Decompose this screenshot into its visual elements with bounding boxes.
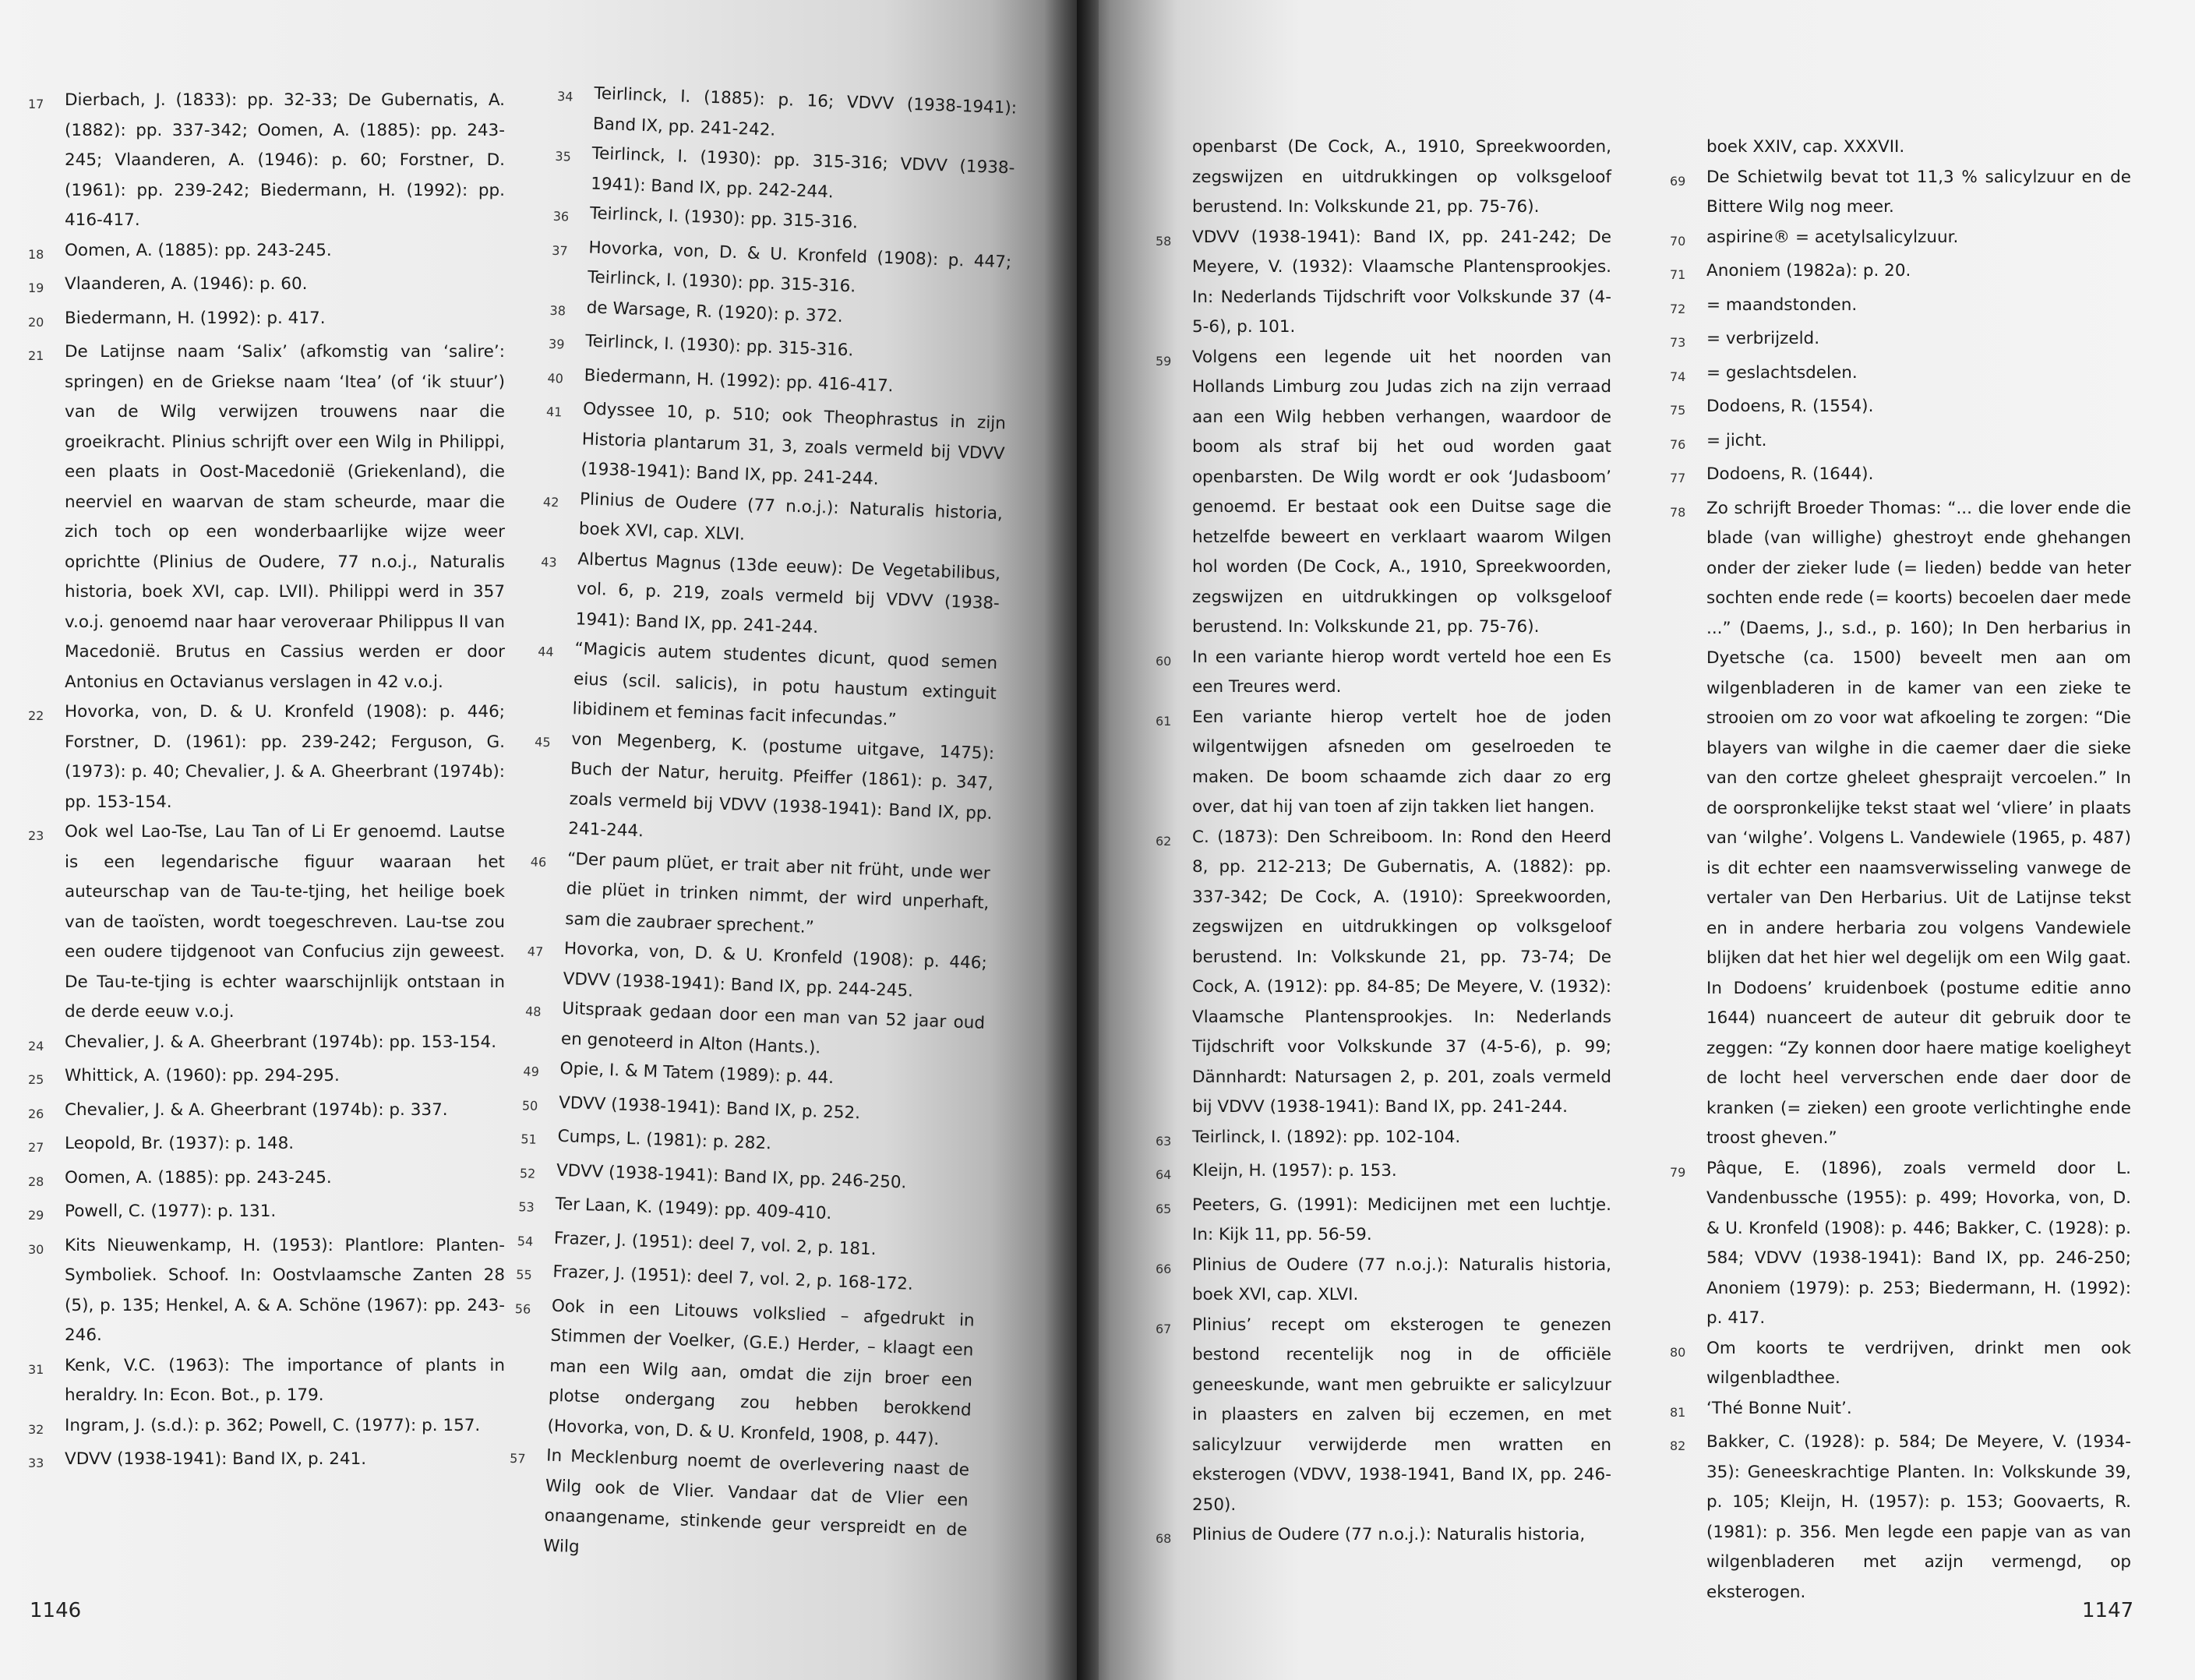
- page-number-left: 1146: [30, 1599, 82, 1622]
- endnote-number: 56: [514, 1301, 531, 1317]
- endnote-text: Albertus Magnus (13de eeuw): De Vegetabilibus, vol. 6, p. 219, zoals vermeld bij VDVV (1938-1941): Band IX, pp. 241-244.: [575, 549, 1001, 637]
- endnote-number: 79: [1670, 1164, 1686, 1180]
- endnote: [28, 1028, 505, 1062]
- endnote-number: 45: [534, 733, 551, 750]
- endnote-text: Ingram, J. (s.d.): p. 362; Powell, C. (1977): p. 157.: [65, 1415, 481, 1435]
- endnote-text: De Schietwilg bevat tot 11,3 % salicylzuur en de Bittere Wilg nog meer.: [1706, 167, 2131, 217]
- endnote: [1670, 1428, 2131, 1608]
- notes-column-b: [506, 78, 1018, 1576]
- endnote-number: 78: [1670, 504, 1686, 520]
- endnote-text: Teirlinck, I. (1930): pp. 315-316; VDVV (1938-1941): Band IX, pp. 242-244.: [590, 143, 1015, 202]
- endnote: [1156, 343, 1611, 643]
- endnote-number: 31: [28, 1361, 44, 1377]
- endnote-number: 27: [28, 1140, 44, 1155]
- endnote: [28, 817, 505, 1028]
- endnote-number: 51: [521, 1131, 538, 1147]
- endnote-number: 64: [1156, 1167, 1172, 1182]
- endnote-number: 48: [524, 1004, 542, 1019]
- endnote: [28, 1129, 505, 1163]
- endnote-number: 47: [527, 944, 544, 960]
- endnote-text: Hovorka, von, D. & U. Kronfeld (1908): p. 446; VDVV (1938-1941): Band IX, pp. 244-245.: [563, 938, 988, 1001]
- endnote: [1670, 256, 2131, 291]
- endnote-text: Teirlinck, I. (1930): pp. 315-316.: [584, 331, 854, 361]
- endnote-text: aspirine® = acetylsalicylzuur.: [1706, 227, 1959, 247]
- endnote-text: Biedermann, H. (1992): p. 417.: [65, 308, 326, 328]
- endnote-text: Frazer, J. (1951): deel 7, vol. 2, p. 181.: [553, 1228, 877, 1259]
- endnote-number: 43: [540, 554, 558, 570]
- endnote-text: Dodoens, R. (1644).: [1706, 464, 1874, 484]
- endnote-text: Peeters, G. (1991): Medicijnen met een luchtje. In: Kijk 11, pp. 56-59.: [1192, 1195, 1611, 1244]
- endnote-number: 44: [537, 644, 554, 660]
- endnote: [28, 1197, 505, 1231]
- endnote-text: Cumps, L. (1981): p. 282.: [557, 1126, 772, 1154]
- endnote-number: 57: [509, 1450, 526, 1466]
- endnote-number: 75: [1670, 403, 1686, 418]
- endnote-number: 72: [1670, 301, 1686, 316]
- endnote: [28, 1231, 505, 1351]
- endnote-number: 59: [1156, 353, 1172, 369]
- endnote-text: Zo schrijft Broeder Thomas: “... die lover ende die blade (van willighe) ghestroyt ende ghehangen onder der zieker lude (= lieden) bedde van heter sochten ende rede (= koorts) becoelen daer mede ...” (Daems, J., s.d., p. 160); In Den herbarius in Dyetsche (ca. 1500) beveelt men aan om wilgenbladeren in de kamer van een zieke te strooien om zo voor wat afkoeling te zorgen: “Die blayers van wilghe in die caemer daer die sieke van den cortze gheleet ghespraijt vercoelen.” In de oorspronkelijke tekst staat wel ‘vliere’ in plaats van ‘wilghe’. Volgens L. Vandewiele (1965, p. 487) is dit echter een naamsverwisseling vanwege de vertaler van Den Herbarius. Uit de Latijnse tekst en in andere herbaria zou volgens Vandewiele blijken dat het hier wel degelijk om een Wilg gaat. In Dodoens’ kruidenboek (postume editie anno 1644) nuanceert de auteur dit gebruik door te zeggen: “Zy konnen door haere matige koelighеyt de locht heel ververschen ende daer door de kranken (= zieken) een groote verlichtinghe ende troost gheven.”: [1706, 498, 2131, 1148]
- endnote: [538, 543, 1001, 649]
- endnote-number: 52: [519, 1165, 536, 1181]
- endnote: [28, 270, 505, 304]
- endnote-number: 34: [556, 88, 573, 104]
- endnote-text: Frazer, J. (1951): deel 7, vol. 2, p. 168-172.: [552, 1262, 914, 1294]
- endnote-number: 82: [1670, 1438, 1686, 1453]
- endnote-text: = geslachtsdelen.: [1706, 362, 1858, 383]
- endnote-number: 50: [521, 1097, 538, 1114]
- endnote-text: Oomen, A. (1885): pp. 243-245.: [65, 240, 332, 260]
- endnote: [28, 1163, 505, 1198]
- endnote-text: = verbrijzeld.: [1706, 329, 1820, 348]
- endnote: [28, 1411, 505, 1445]
- endnote: [510, 1290, 975, 1456]
- endnote-number: 68: [1156, 1531, 1172, 1546]
- endnote: [1670, 358, 2131, 393]
- endnote: [28, 337, 505, 697]
- endnote: [506, 1440, 970, 1576]
- endnote-text: VDVV (1938-1941): Band IX, pp. 241-242; De Meyere, V. (1932): Vlaamsche Plantensprookjes. In: Nederlands Tijdschrift voor Volkskunde 37 (4-5-6), p. 101.: [1192, 227, 1611, 337]
- endnote-number: 37: [551, 242, 568, 259]
- endnote-text: Dierbach, J. (1833): pp. 32-33; De Gubernatis, A. (1882): pp. 337-342; Oomen, A. (1885): pp. 243-245; Vlaanderen, A. (1946): p. 60; Forstner, D. (1961): pp. 239-242; Biedermann, H. (1992): pp. 416-417.: [65, 90, 505, 230]
- endnote-number: [1670, 132, 1706, 136]
- endnote-number: 20: [28, 314, 44, 330]
- endnote-text: “Magicis autem studentes dicunt, quod semen eius (scil. salicis), in potu haustum extinguit libidinem et feminas facit infecundas.”: [572, 639, 998, 730]
- page-number-right: 1147: [2082, 1599, 2134, 1622]
- endnote-text: = jicht.: [1706, 430, 1767, 450]
- endnote-number: 38: [549, 302, 566, 319]
- endnote: [1156, 223, 1611, 343]
- endnote-number: 26: [28, 1106, 44, 1121]
- endnote-number: 55: [516, 1267, 533, 1283]
- endnote-text: boek XXIV, cap. XXXVII.: [1706, 137, 1905, 157]
- book-gutter: [1044, 0, 1099, 1680]
- endnote-number: 70: [1670, 233, 1686, 249]
- endnote-number: 62: [1156, 833, 1172, 849]
- endnote: [1156, 1156, 1611, 1191]
- endnote-text: Bakker, C. (1928): p. 584; De Meyere, V. (1934-35): Geneeskrachtige Planten. In: Volkskunde 39, p. 105; Kleijn, H. (1957): p. 153; Goovaerts, R. (1981): p. 356. Men legde een papje van as van wilgenbladeren met azijn vermengd, op eksterogen.: [1706, 1432, 2131, 1602]
- endnote-number: 46: [530, 853, 547, 870]
- endnote-text: ‘Thé Bonne Nuit’.: [1706, 1398, 1852, 1418]
- endnote-text: De Latijnse naam ‘Salix’ (afkomstig van ‘salire’: springen) en de Griekse naam ‘Itea’ (of ‘ik stuur’) van de Wilg verwijzen trouwens naar die groeikracht. Plinius schrijft over een Wilg in Philippi, een plaats in Oost-Macedonië (Griekenland), die neerviel en waarvan de stam scheurde, maar die zich toch op een wonderbaarlijke wijze weer oprichtte (Plinius de Oudere, 77 n.o.j., Naturalis historia, boek XVI, cap. LVII). Philippi werd in 357 v.o.j. genoemd naar haar veroveraar Philippus II van Macedonië. Brutus en Cassius werden er door Antonius en Octavianus verslagen in 42 v.o.j.: [65, 342, 505, 692]
- endnote-text: Oomen, A. (1885): pp. 243-245.: [65, 1167, 332, 1188]
- endnote-number: 80: [1670, 1344, 1686, 1360]
- endnote-text: C. (1873): Den Schreiboom. In: Rond den Heerd 8, pp. 212-213; De Gubernatis, A. (1882): pp. 337-342; De Cock, A. (1910): Spreekwoorden, zegswijzen en uitdrukkingen op volksgeloof berustend. In: Volkskunde 21, pp. 73-74; De Cock, A. (1912): pp. 84-85; De Meyere, V. (1932): Vlaamsche Plantensprookjes. In: Nederlands Tijdschrift voor Volkskunde 37 (4-5-6), p. 99; Dännhardt: Natursagen 2, p. 201, zoals vermeld bij VDVV (1938-1941): Band IX, pp. 241-244.: [1192, 827, 1611, 1117]
- endnote-number: 49: [523, 1064, 540, 1079]
- endnote: [544, 394, 1007, 499]
- endnote: [1156, 1251, 1611, 1311]
- endnote-text: Whittick, A. (1960): pp. 294-295.: [65, 1066, 340, 1085]
- endnote: [1156, 1520, 1611, 1555]
- endnote: [1156, 643, 1611, 703]
- endnote-number: 60: [1156, 653, 1172, 669]
- endnote: [28, 697, 505, 817]
- endnote-text: Volgens een legende uit het noorden van Hollands Limburg zou Judas zich na zijn verraad aan een Wilg hebben verhangen, waardoor de boom als straf bij het oud worden gaat openbarsten. De Wilg wordt er ook ‘Judasboom’ genoemd. Er bestaat ook een Duitse sage die hetzelfde beweert en verklaart waarom Wilgen hol worden (De Cock, A., 1910, Spreekwoorden, zegswijzen en uitdrukkingen op volksgeloof berustend. In: Volkskunde 21, pp. 75-76).: [1192, 347, 1611, 637]
- endnote-text: Plinius de Oudere (77 n.o.j.): Naturalis historia,: [1192, 1525, 1586, 1544]
- endnote: [1670, 1334, 2131, 1394]
- endnote-text: VDVV (1938-1941): Band IX, p. 252.: [558, 1092, 861, 1123]
- endnote: [1670, 132, 2131, 163]
- endnote: [1670, 460, 2131, 494]
- endnote-text: Pâque, E. (1896), zoals vermeld door L. Vandenbussche (1955): p. 499; Hovorka, von, D. & U. Kronfeld (1908): p. 446; Bakker, C. (1928): p. 584; VDVV (1938-1941): Band IX, pp. 246-250; Anoniem (1979): p. 253; Biedermann, H. (1992): p. 417.: [1706, 1158, 2131, 1328]
- endnote-text: Plinius de Oudere (77 n.o.j.): Naturalis historia, boek XVI, cap. XLVI.: [578, 489, 1004, 545]
- endnote: [1156, 132, 1611, 223]
- endnote-text: “Der paum plüet, er trait aber nit früht, unde wer die plüet in trinken nimmt, der wird unperhaft, sam die zaubraer sprechent.”: [564, 849, 991, 937]
- endnote: [1156, 1191, 1611, 1251]
- endnote-number: 29: [28, 1208, 44, 1223]
- endnote-text: Kleijn, H. (1957): p. 153.: [1192, 1161, 1397, 1181]
- endnote-number: 35: [555, 148, 572, 164]
- notes-column-a: [28, 86, 505, 1479]
- endnote-text: Kits Nieuwenkamp, H. (1953): Plantlore: Planten-Symboliek. Schoof. In: Oostvlaamsche Zanten 28 (5), p. 135; Henkel, A. & A. Schöne (1967): pp. 243-246.: [65, 1235, 505, 1345]
- endnote-text: Anoniem (1982a): p. 20.: [1706, 261, 1911, 281]
- endnote-text: Teirlinck, I. (1930): pp. 315-316.: [589, 203, 859, 233]
- endnote-number: 24: [28, 1038, 44, 1054]
- endnote-text: Teirlinck, I. (1885): p. 16; VDVV (1938-1941): Band IX, pp. 241-242.: [592, 83, 1018, 140]
- endnote-text: Chevalier, J. & A. Gheerbrant (1974b): pp. 153-154.: [65, 1032, 497, 1052]
- endnote-number: 32: [28, 1421, 44, 1437]
- endnote-number: 61: [1156, 713, 1172, 729]
- endnote-number: 65: [1156, 1201, 1172, 1216]
- endnote-text: In Mecklenburg noemt de overlevering naast de Wilg ook de Vlier. Vandaar dat de Vlier een onaangename, stinkende geur verspreidt en de Wilg: [542, 1445, 970, 1557]
- endnote-text: Dodoens, R. (1554).: [1706, 397, 1874, 416]
- endnote-number: 71: [1670, 267, 1686, 282]
- endnote-number: 18: [28, 246, 44, 262]
- endnote: [1156, 1311, 1611, 1521]
- endnote-number: 30: [28, 1241, 44, 1257]
- right-page: [1077, 0, 2195, 1680]
- endnote-number: 36: [552, 208, 570, 224]
- endnote-text: Ook in een Litouws volkslied – afgedrukt in Stimmen der Voelker, (G.E.) Herder, – klaagt een man een Wilg aan, omdat die zijn broer een plotse ondergang zou hebben berokkend (Hovorka, von, D. & U. Kronfeld, 1908, p. 447).: [547, 1296, 976, 1449]
- endnote: [28, 1445, 505, 1479]
- endnote-number: 19: [28, 281, 44, 295]
- endnote: [1670, 163, 2131, 223]
- endnote: [1670, 494, 2131, 1154]
- endnote-number: 74: [1670, 369, 1686, 384]
- endnote: [1670, 392, 2131, 426]
- endnote-number: 69: [1670, 173, 1686, 189]
- endnote: [1156, 1123, 1611, 1157]
- endnote-text: Powell, C. (1977): p. 131.: [65, 1202, 277, 1221]
- endnote-text: Odyssee 10, p. 510; ook Theophrastus in zijn Historia plantarum 31, 3, zoals vermeld bij VDVV (1938-1941): Band IX, pp. 241-244.: [581, 399, 1007, 489]
- endnote-text: In een variante hierop wordt verteld hoe een Es een Treures werd.: [1192, 647, 1611, 697]
- endnote-text: VDVV (1938-1941): Band IX, pp. 246-250.: [556, 1160, 907, 1192]
- left-page: [0, 0, 1077, 1680]
- endnote-number: 23: [28, 828, 44, 843]
- endnote-number: 33: [28, 1456, 44, 1470]
- endnote: [28, 1351, 505, 1411]
- endnote-text: de Warsage, R. (1920): p. 372.: [586, 297, 844, 326]
- endnote-number: 17: [28, 97, 44, 111]
- endnote-number: 63: [1156, 1133, 1172, 1149]
- endnote-text: Een variante hierop vertelt hoe de joden wilgentwijgen afsneden om geselroeden te maken. De boom schaamde zich daar zo erg over, dat hij van toen af zijn takken liet hangen.: [1192, 707, 1611, 817]
- endnote-text: Vlaanderen, A. (1946): p. 60.: [65, 274, 308, 294]
- endnote-text: Biedermann, H. (1992): pp. 416-417.: [584, 365, 894, 396]
- endnote: [531, 723, 995, 859]
- endnote-text: Plinius’ recept om eksterogen te genezen bestond recentelijk nog in de officiële geneeskunde, want men gebruikte er salicylzuur in plaasters en zalven bij eczemen, en met salicylzuur verwijderde men wratten en eksterogen (VDVV, 1938-1941, Band IX, pp. 246-250).: [1192, 1315, 1611, 1515]
- endnote: [28, 304, 505, 338]
- endnote-text: Uitspraak gedaan door een man van 52 jaar oud en genoteerd in Alton (Hants.).: [560, 998, 986, 1058]
- endnote-number: 41: [545, 404, 563, 420]
- endnote-text: Opie, I. & M Tatem (1989): p. 44.: [559, 1058, 835, 1089]
- endnote-number: 76: [1670, 436, 1686, 452]
- endnote-text: Ter Laan, K. (1949): pp. 409-410.: [555, 1194, 832, 1224]
- endnote: [1670, 223, 2131, 257]
- endnote-text: Chevalier, J. & A. Gheerbrant (1974b): p. 337.: [65, 1099, 448, 1120]
- endnote: [535, 634, 998, 739]
- endnote-number: 81: [1670, 1404, 1686, 1420]
- endnote-number: 42: [542, 494, 559, 510]
- notes-column-d: [1670, 132, 2131, 1608]
- endnote-number: 25: [28, 1072, 44, 1087]
- endnote-text: VDVV (1938-1941): Band IX, p. 241.: [65, 1449, 367, 1469]
- endnote-number: 66: [1156, 1261, 1172, 1276]
- endnote: [1670, 1394, 2131, 1428]
- endnote: [28, 236, 505, 270]
- endnote-text: = maandstonden.: [1706, 295, 1858, 315]
- endnote: [28, 86, 505, 236]
- endnote-number: 40: [547, 370, 564, 386]
- endnote-text: von Megenberg, K. (postume uitgave, 1475): Buch der Natur, heruitg. Pfeiffer (1861): p. 347, zoals vermeld bij VDVV (1938-1941): Band IX, pp. 241-244.: [567, 729, 995, 842]
- endnote-number: 73: [1670, 335, 1686, 350]
- endnote: [1670, 1154, 2131, 1334]
- endnote-number: 22: [28, 708, 44, 723]
- endnote: [1156, 703, 1611, 823]
- endnote: [1670, 324, 2131, 358]
- endnote-text: Plinius de Oudere (77 n.o.j.): Naturalis historia, boek XVI, cap. XLVI.: [1192, 1255, 1611, 1304]
- endnote-text: Hovorka, von, D. & U. Kronfeld (1908): p. 447; Teirlinck, I. (1930): pp. 315-316.: [587, 238, 1012, 297]
- endnote: [28, 1096, 505, 1130]
- endnote-text: Teirlinck, I. (1892): pp. 102-104.: [1192, 1127, 1461, 1147]
- endnote-text: Leopold, Br. (1937): p. 148.: [65, 1134, 295, 1153]
- endnote: [528, 843, 991, 949]
- endnote-number: 39: [548, 336, 565, 352]
- endnote: [1156, 823, 1611, 1123]
- endnote-number: 54: [517, 1233, 534, 1249]
- endnote-number: 28: [28, 1174, 44, 1189]
- endnote-number: 53: [518, 1199, 535, 1215]
- endnote: [1670, 291, 2131, 325]
- notes-column-c: [1156, 132, 1611, 1555]
- endnote-text: openbarst (De Cock, A., 1910, Spreekwoorden, zegswijzen en uitdrukkingen op volksgeloof berustend. In: Volkskunde 21, pp. 75-76).: [1192, 137, 1611, 217]
- endnote-number: 67: [1156, 1321, 1172, 1336]
- endnote: [1670, 426, 2131, 461]
- endnote-text: Hovorka, von, D. & U. Kronfeld (1908): p. 446; Forstner, D. (1961): pp. 239-242; Ferguson, G. (1973): p. 40; Chevalier, J. & A. Gheerbrant (1974b): pp. 153-154.: [65, 702, 505, 812]
- endnote-number: 21: [28, 348, 44, 363]
- endnote-number: 58: [1156, 233, 1172, 249]
- endnote-number: [1156, 132, 1192, 136]
- endnote-text: Om koorts te verdrijven, drinkt men ook wilgenbladthee.: [1706, 1338, 2131, 1388]
- endnote: [28, 1061, 505, 1096]
- endnote-text: Ook wel Lao-Tse, Lau Tan of Li Er genoemd. Lautse is een legendarische figuur waaraan het auteurschap van de Tau-te-tjing, het heilige boek van de taoïsten, wordt toegeschreven. Lau-tse zou een oudere tijdgenoot van Confucius zijn geweest. De Tau-te-tjing is echter waarschijnlijk ontstaan in de derde eeuw v.o.j.: [65, 822, 505, 1022]
- endnote-text: Kenk, V.C. (1963): The importance of plants in heraldry. In: Econ. Bot., p. 179.: [65, 1355, 505, 1405]
- endnote-number: 77: [1670, 471, 1686, 485]
